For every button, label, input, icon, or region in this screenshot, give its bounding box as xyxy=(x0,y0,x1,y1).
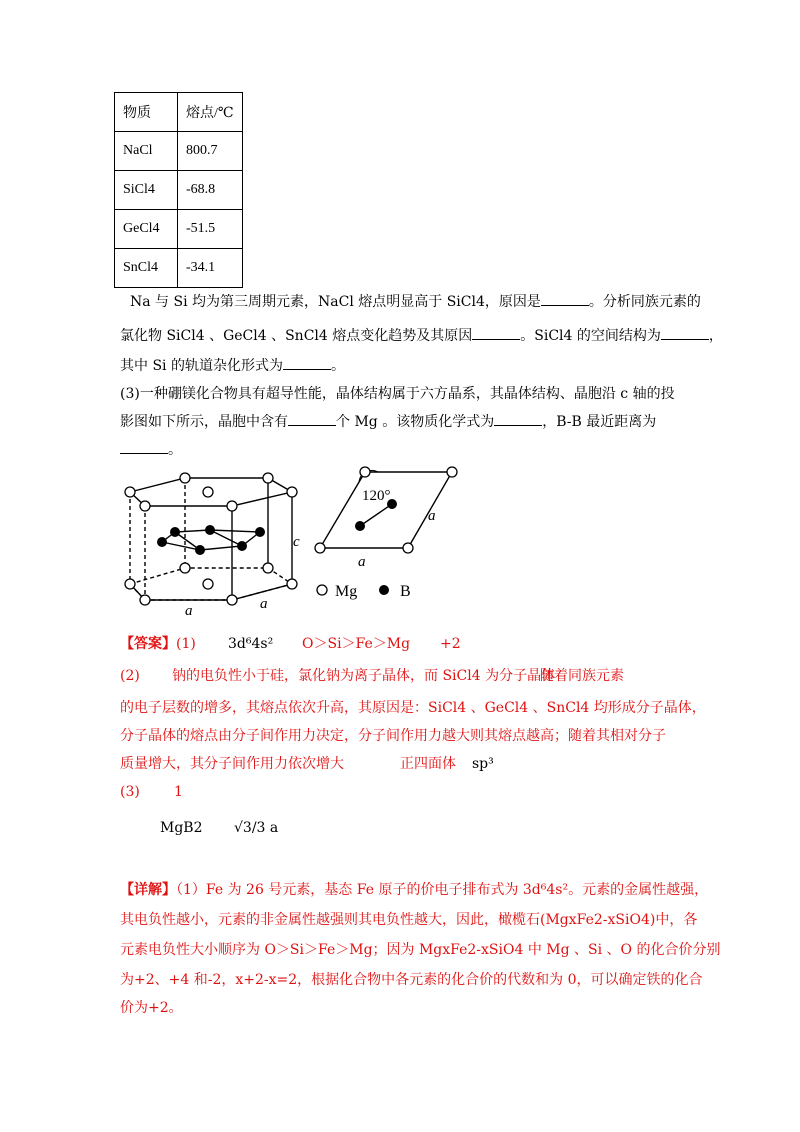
answer-blank xyxy=(288,413,336,426)
detail-line-3: 元素电负性大小顺序为 O＞Si＞Fe＞Mg；因为 MgxFe2-xSiO4 中 Mg 、Si 、O 的化合价分别 xyxy=(120,942,721,958)
answer-line-4: 分子晶体的熔点由分子间作用力决定，分子间作用力越大则其熔点越高；随着其相对分子 xyxy=(120,728,666,744)
answer-blank xyxy=(541,293,589,306)
label-c: c xyxy=(293,534,300,550)
label-a-right: a xyxy=(260,596,268,612)
detail-tag: 【详解】 xyxy=(120,882,176,898)
table-header-row xyxy=(115,93,243,132)
detail-line-2: 其电负性越小，元素的非金属性越强则其电负性越大，因此，橄榄石(MgxFe2-xSiO4)中，各 xyxy=(120,912,698,928)
detail-line-1: 【详解】（1）Fe 为 26 号元素，基态 Fe 原子的价电子排布式为 3d⁶4s²。元素的金属性越强， xyxy=(120,882,709,898)
label-a-projection-side: a xyxy=(428,508,436,524)
table-row xyxy=(115,249,243,288)
legend-mg-label: Mg xyxy=(335,583,358,600)
detail-line-4: 为+2、+4 和-2，x+2-x=2，根据化合物中各元素的化合价的代数和为 0，可以确定铁的化合 xyxy=(120,972,703,988)
answer-distance: √3/3 a xyxy=(234,820,279,836)
legend-b-label: B xyxy=(400,583,411,600)
table-cell-value: 800.7 xyxy=(178,132,243,171)
answer-blank xyxy=(472,327,520,340)
table-cell-formula: SnCl4 xyxy=(115,249,178,288)
table-cell-value: -68.8 xyxy=(178,171,243,210)
angle-label: 120° xyxy=(362,488,391,504)
table-row xyxy=(115,132,243,171)
question-2-line-2: 氯化物 SiCl4 、GeCl4 、SnCl4 熔点变化趋势及其原因 。SiCl4 的空间结构为 ， xyxy=(120,328,723,344)
detail-line-5: 价为+2。 xyxy=(120,1000,183,1016)
answer-formula: MgB2 xyxy=(160,820,203,836)
table-cell-value: -34.1 xyxy=(178,249,243,288)
table-row xyxy=(115,171,243,210)
table-cell-formula: NaCl xyxy=(115,132,178,171)
question-3-line-2: 影图如下所示，晶胞中含有 个 Mg 。该物质化学式为 ，B-B 最近距离为 xyxy=(120,414,657,430)
legend xyxy=(317,583,411,600)
answer-tag: 【答案】 xyxy=(120,636,176,652)
crystal-structure-figure xyxy=(110,460,470,620)
c-axis-projection xyxy=(315,467,457,553)
table-header-cell: 熔点/℃ xyxy=(178,93,243,132)
question-3-line-3: 。 xyxy=(120,440,182,460)
label-a-bottom: a xyxy=(185,603,193,619)
answer-blank xyxy=(283,357,331,370)
question-3-line-1: (3)一种硼镁化合物具有超导性能，晶体结构属于六方晶系，其晶体结构、晶胞沿 c 轴的投 xyxy=(120,386,675,402)
question-2-line-3: 其中 Si 的轨道杂化形式为 。 xyxy=(120,358,345,374)
answer-blank xyxy=(494,413,542,426)
table-header-cell: 物质 xyxy=(115,93,178,132)
answer-line-3: 的电子层数的增多，其熔点依次升高，其原因是：SiCl4 、GeCl4 、SnCl4 均形成分子晶体， xyxy=(120,700,706,716)
answer-line-2: (2) 钠的电负性小于硅，氯化钠为离子晶体，而 SiCl4 为分子晶体 随着同族元素 xyxy=(120,668,624,684)
answer-blank xyxy=(120,441,168,454)
table-cell-value: -51.5 xyxy=(178,210,243,249)
table-cell-formula: SiCl4 xyxy=(115,171,178,210)
melting-point-table xyxy=(114,92,243,288)
answer-line-5: 质量增大，其分子间作用力依次增大 正四面体 sp³ xyxy=(120,756,494,772)
answer-line-6: (3) 1 xyxy=(120,784,183,800)
answer-line-1: 【答案】(1) 3d⁶4s² O＞Si＞Fe＞Mg +2 xyxy=(120,636,461,652)
table-row xyxy=(115,210,243,249)
mg-atoms xyxy=(125,473,297,605)
table-cell-formula: GeCl4 xyxy=(115,210,178,249)
label-a-projection-bottom: a xyxy=(358,554,366,570)
answer-blank xyxy=(661,327,709,340)
question-2-line-1: Na 与 Si 均为第三周期元素，NaCl 熔点明显高于 SiCl4，原因是 。分析同族元素的 xyxy=(130,294,701,310)
